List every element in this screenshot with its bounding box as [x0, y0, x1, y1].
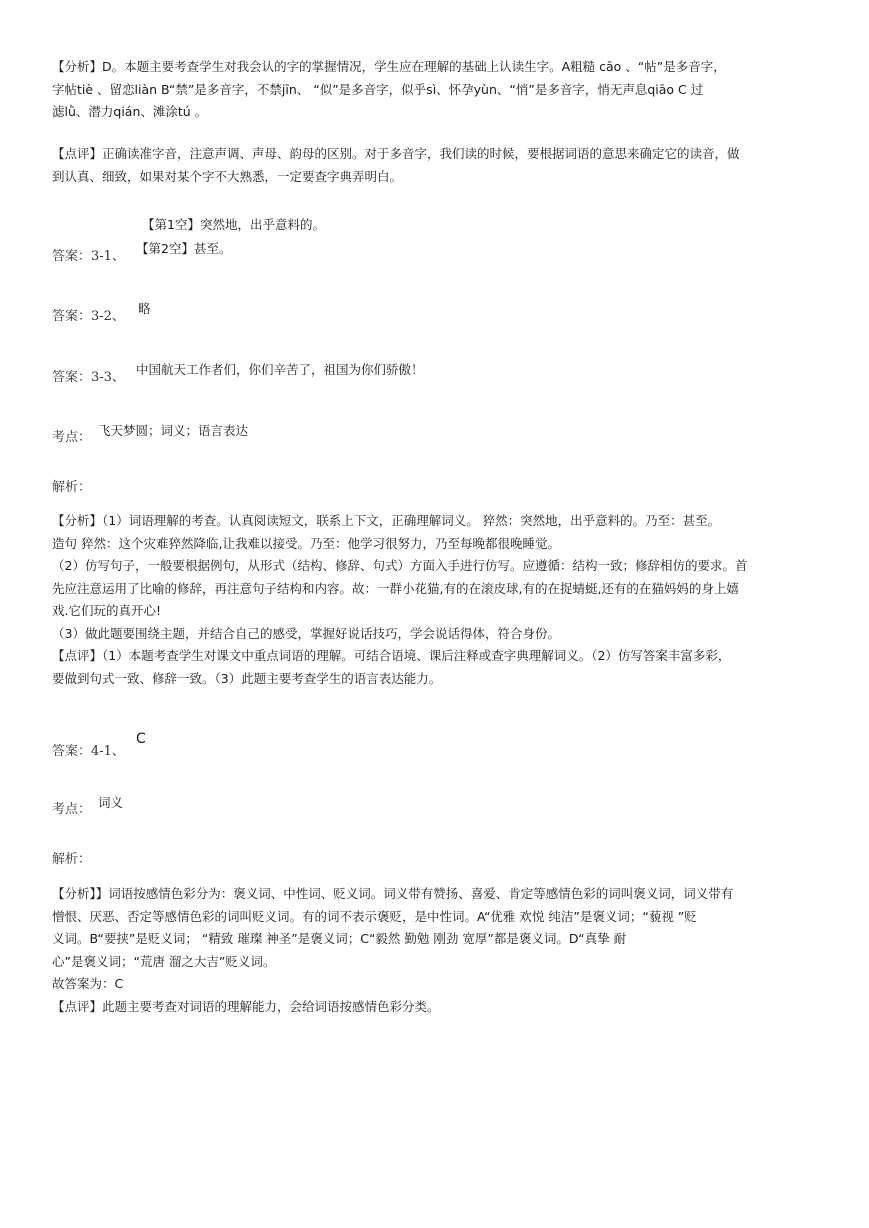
kaodian-value: 飞天梦圆；词义；语言表达 [98, 423, 249, 438]
answer-4-1-value: C [136, 731, 146, 747]
text-line: 故答案为：C [52, 976, 124, 991]
kaodian-value: 词义 [98, 795, 124, 810]
text-line: （3）做此题要围绕主题，并结合自己的感受，掌握好说话技巧，学会说话得体，符合身份。 [52, 625, 560, 641]
answer-4-1-label: 答案：4-1、 [52, 744, 125, 759]
jiexi-label: 解析： [52, 480, 92, 495]
text-line: 戏.它们玩的真开心! [52, 603, 161, 618]
text-line: （2）仿写句子，一般要根据例句，从形式（结构、修辞、句式）方面入手进行仿写。应遵循：结构一致；修辞相仿的要求。首 [52, 558, 748, 573]
jiexi-label: 解析： [52, 852, 92, 867]
text-line: 【分析】D。本题主要考查学生对我会认的字的掌握情况，学生应在理解的基础上认读生字。A粗糙 cāo 、“帖”是多音字， [52, 59, 726, 74]
text-line: 滤lǜ、潜力qián、滩涂tú 。 [52, 104, 208, 119]
answer-3-1-blank1: 【第1空】突然地，出乎意料的。 [142, 217, 325, 232]
kaodian-label: 考点： [52, 430, 92, 445]
text-line: 先应注意运用了比喻的修辞，再注意句子结构和内容。故：一群小花猫,有的在滚皮球,有的在捉蜻蜓,还有的在猫妈妈的身上嬉 [52, 580, 739, 596]
text-line: 【点评】此题主要考查对词语的理解能力，会给词语按感情色彩分类。 [52, 998, 440, 1014]
analysis-block-q3 [52, 510, 819, 690]
answer-3-3-value: 中国航天工作者们，你们辛苦了，祖国为你们骄傲！ [136, 362, 424, 377]
text-line: 心”是褒义词；“荒唐 溜之大吉”贬义词。 [52, 953, 276, 969]
answer-3-1-label: 答案：3-1、 [52, 249, 125, 264]
answer-3-1-blank2: 【第2空】甚至。 [136, 241, 232, 256]
answer-3-3-label: 答案：3-3、 [52, 370, 125, 385]
text-line: 到认真、细致，如果对某个字不大熟悉，一定要查字典弄明白。 [52, 168, 403, 184]
text-line: 字帖tiè 、留恋liàn B“禁”是多音字，不禁jīn、 “似”是多音字，似乎sì、怀孕yùn、“悄”是多音字，悄无声息qiāo C 过 [52, 81, 704, 97]
text-line: 憎恨、厌恶、否定等感情色彩的词叫贬义词。有的词不表示褒贬，是中性词。A“优雅 欢悦 纯洁”是褒义词；“藐视 ”贬 [52, 908, 697, 924]
analysis-block-q2 [52, 56, 819, 124]
text-line: 要做到句式一致、修辞一致。（3）此题主要考查学生的语言表达能力。 [52, 670, 442, 686]
answer-3-2-label: 答案：3-2、 [52, 309, 125, 324]
kaodian-label: 考点： [52, 802, 92, 817]
text-line: 【分析】（1）词语理解的考查。认真阅读短文，联系上下文，正确理解词义。 猝然：突然地，出乎意料的。乃至：甚至。 [52, 513, 721, 528]
text-line: 造句 猝然：这个灾难猝然降临,让我难以接受。乃至：他学习很努力，乃至每晚都很晚睡觉。 [52, 535, 560, 551]
text-line: 【点评】正确读准字音，注意声调、声母、韵母的区别。对于多音字，我们读的时候，要根据词语的意思来确定它的读音，做 [52, 146, 740, 161]
text-line: 【分析】】词语按感情色彩分为：褒义词、中性词、贬义词。词义带有赞扬、喜爱、肯定等感情色彩的词叫褒义词，词义带有 [52, 886, 734, 901]
comment-block-q2 [52, 143, 819, 188]
answer-3-2-value: 略 [138, 301, 151, 316]
text-line: 【点评】（1）本题考查学生对课文中重点词语的理解。可结合语境、课后注释或查字典理解词义。（2）仿写答案丰富多彩， [52, 648, 731, 663]
analysis-block-q4 [52, 883, 819, 1018]
text-line: 义词。B“要挟”是贬义词； “精致 璀璨 神圣”是褒义词；C“毅然 勤勉 刚劲 宽厚”都是褒义词。D“真挚 耐 [52, 931, 627, 946]
